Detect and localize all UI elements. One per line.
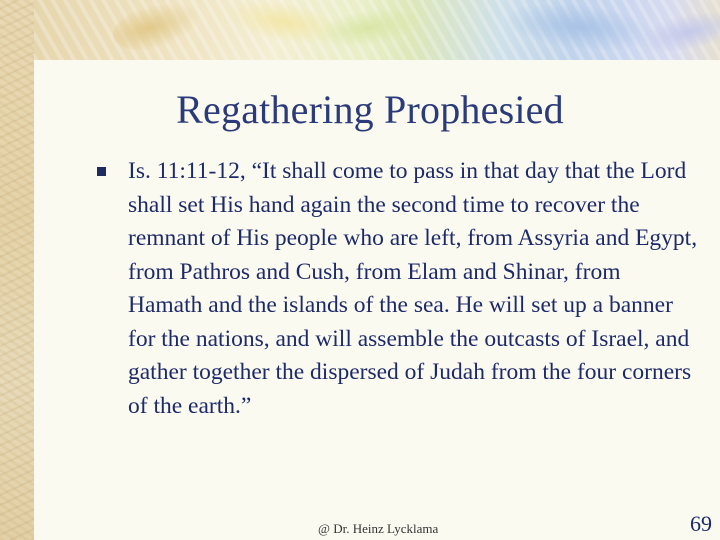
scripture-quote: , “It shall come to pass in that day that the Lord shall set His hand again the second time to recover the remnant of His people who are left, from Assyria and Egypt, from Pathros and Cush, from Elam and Shinar, from Hamath and the islands of the sea. He will set up a banner for the nations, and will assemble the outcasts of Israel, and gather together the dispersed of Judah from the four corners of the earth.” — [128, 158, 698, 419]
top-decorative-banner — [34, 0, 720, 60]
bullet-square-icon — [97, 167, 106, 176]
left-decorative-strip — [0, 0, 34, 540]
page-number: 69 — [690, 511, 712, 536]
footer-credit: @ Dr. Heinz Lycklama — [318, 521, 439, 536]
slide-title: Regathering Prophesied — [176, 87, 564, 132]
leaf-decoration — [312, 3, 426, 54]
leaf-decoration — [108, 0, 206, 59]
bullet-text — [128, 155, 698, 423]
scripture-reference: Is. 11:11-12 — [128, 158, 240, 184]
leaf-decoration — [502, 0, 656, 58]
leaf-decoration — [631, 3, 720, 61]
